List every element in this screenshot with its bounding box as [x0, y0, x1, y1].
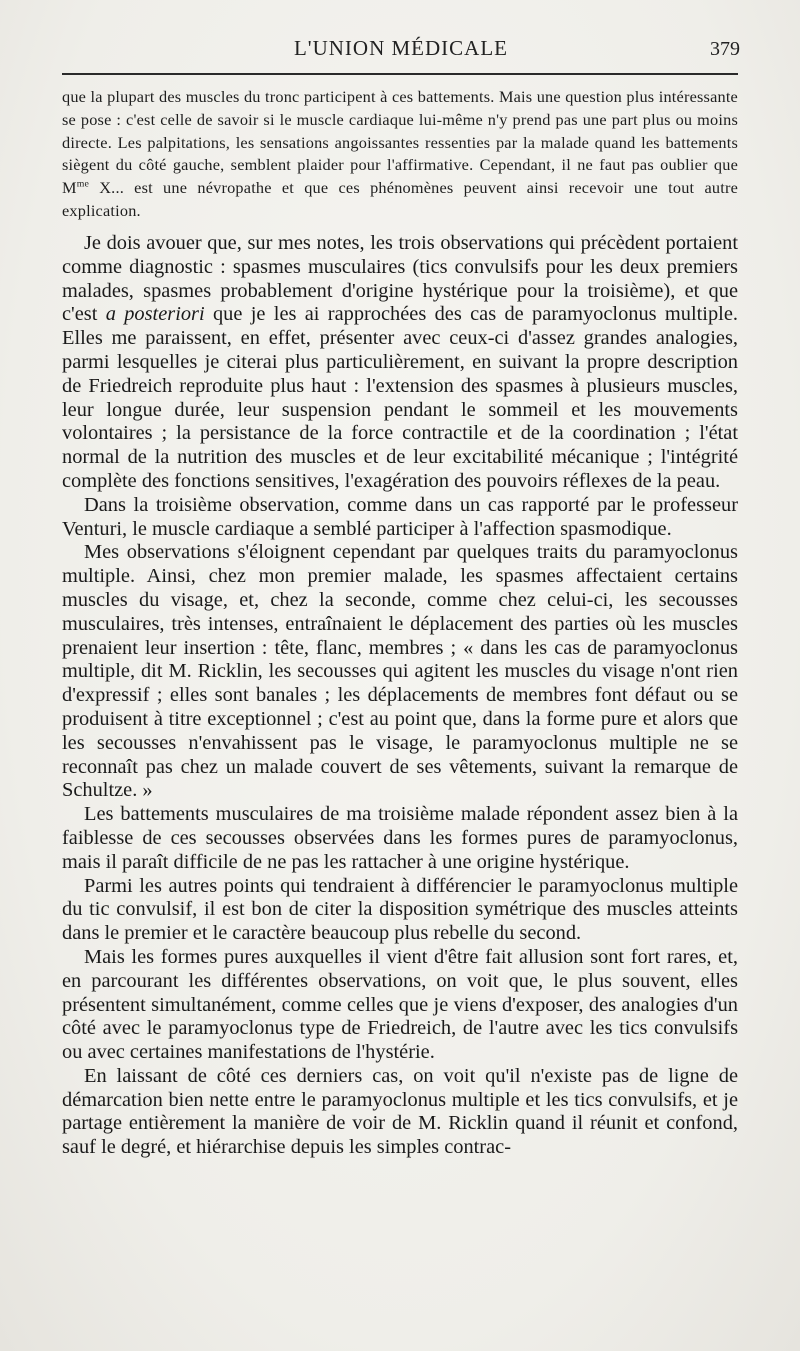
small-text-part1: que la plupart des muscles du tronc participent à ces battements. Mais une question plus intéressante se pose : c'est celle de savoir si le muscle cardiaque lui-même n'y prend pas une part plus ou moins directe. Les palpitations, les sensations angoissantes ressenties par la malade quand les battements siègent du côté gauche, semblent plaider pour l'affirmative. Cependant, il ne faut pas oublier que M	[62, 87, 738, 198]
paragraph-1-italic: a posteriori	[105, 303, 205, 326]
page-number: 379	[710, 38, 740, 60]
paragraph-5: Parmi les autres points qui tendraient à différencier le paramyoclonus multiple du tic convulsif, il est bon de citer la disposition symétrique des muscles atteints dans le premier et le caractère beaucoup plus rebelle du second.	[62, 874, 738, 945]
paragraph-1-part-b: que je les ai rapprochées des cas de paramyoclonus multiple. Elles me paraissent, en effet, présenter avec ceux-ci d'assez grandes analogies, parmi lesquelles je citerai plus particulièrement, en suivant la propre description de Friedreich reproduite plus haut : l'extension des spasmes à plusieurs muscles, leur longue durée, leur suspension pendant le sommeil et les mouvements volontaires ; la persistance de la force contractile et de la coordination ; l'état normal de la nutrition des muscles et de leur excitabilité mécanique ; l'intégrité complète des fonctions sensitives, l'exagération des pouvoirs réflexes de la peau.	[62, 303, 738, 492]
mme-superscript: me	[76, 178, 90, 190]
running-title: L'UNION MÉDICALE	[293, 36, 508, 60]
paragraph-2: Dans la troisième observation, comme dans un cas rapporté par le professeur Venturi, le muscle cardiaque a semblé participer à l'affection spasmodique.	[62, 493, 738, 540]
small-text-part2: X... est une névropathe et que ces phénomènes peuvent ainsi recevoir une tout autre explication.	[62, 178, 738, 220]
paragraph-1-part-a: Je dois avouer que, sur mes notes, les trois observations qui précèdent portaient comme diagnostic : spasmes musculaires (tics convulsifs pour les deux premiers malades, spasmes probablement d'origine hystérique pour la troisième), et que c'est	[62, 232, 738, 326]
paragraph-6: Mais les formes pures auxquelles il vient d'être fait allusion sont fort rares, et, en parcourant les différentes observations, on voit que, le plus souvent, elles présentent simultanément, comme celles que je viens d'exposer, des analogies d'un côté avec le paramyoclonus type de Friedreich, de l'autre avec les tics convulsifs ou avec certaines manifestations de l'hystérie.	[62, 945, 738, 1064]
page-header	[62, 36, 740, 70]
continued-paragraph	[62, 86, 738, 223]
main-text	[62, 232, 738, 1160]
header-rule	[62, 73, 738, 75]
paragraph-3: Mes observations s'éloignent cependant par quelques traits du paramyoclonus multiple. Ainsi, chez mon premier malade, les spasmes affectaient certains muscles du visage, et, chez la seconde, comme chez celui-ci, les secousses musculaires, très intenses, entraînaient le déplacement des parties où les muscles prenaient leur insertion : tête, flanc, membres ; « dans les cas de paramyoclonus multiple, dit M. Ricklin, les secousses qui agitent les muscles du visage n'ont rien d'expressif ; elles sont banales ; les déplacements de membres font défaut ou se produisent à titre exceptionnel ; c'est au point que, dans la forme pure et alors que les secousses n'envahissent pas le visage, le paramyoclonus multiple ne se reconnaît pas chez un malade couvert de ses vêtements, suivant la remarque de Schultze. »	[62, 541, 738, 802]
paragraph-1	[62, 232, 738, 494]
paragraph-4: Les battements musculaires de ma troisième malade répondent assez bien à la faiblesse de ces secousses observées dans les formes pures de paramyoclonus, mais il paraît difficile de ne pas les rattacher à une origine hystérique.	[62, 803, 738, 873]
paragraph-7: En laissant de côté ces derniers cas, on voit qu'il n'existe pas de ligne de démarcation bien nette entre le paramyoclonus multiple et les tics convulsifs, et je partage entièrement la manière de voir de M. Ricklin quand il réunit et confond, sauf le degré, et hiérarchise depuis les simples contrac-	[62, 1064, 738, 1159]
